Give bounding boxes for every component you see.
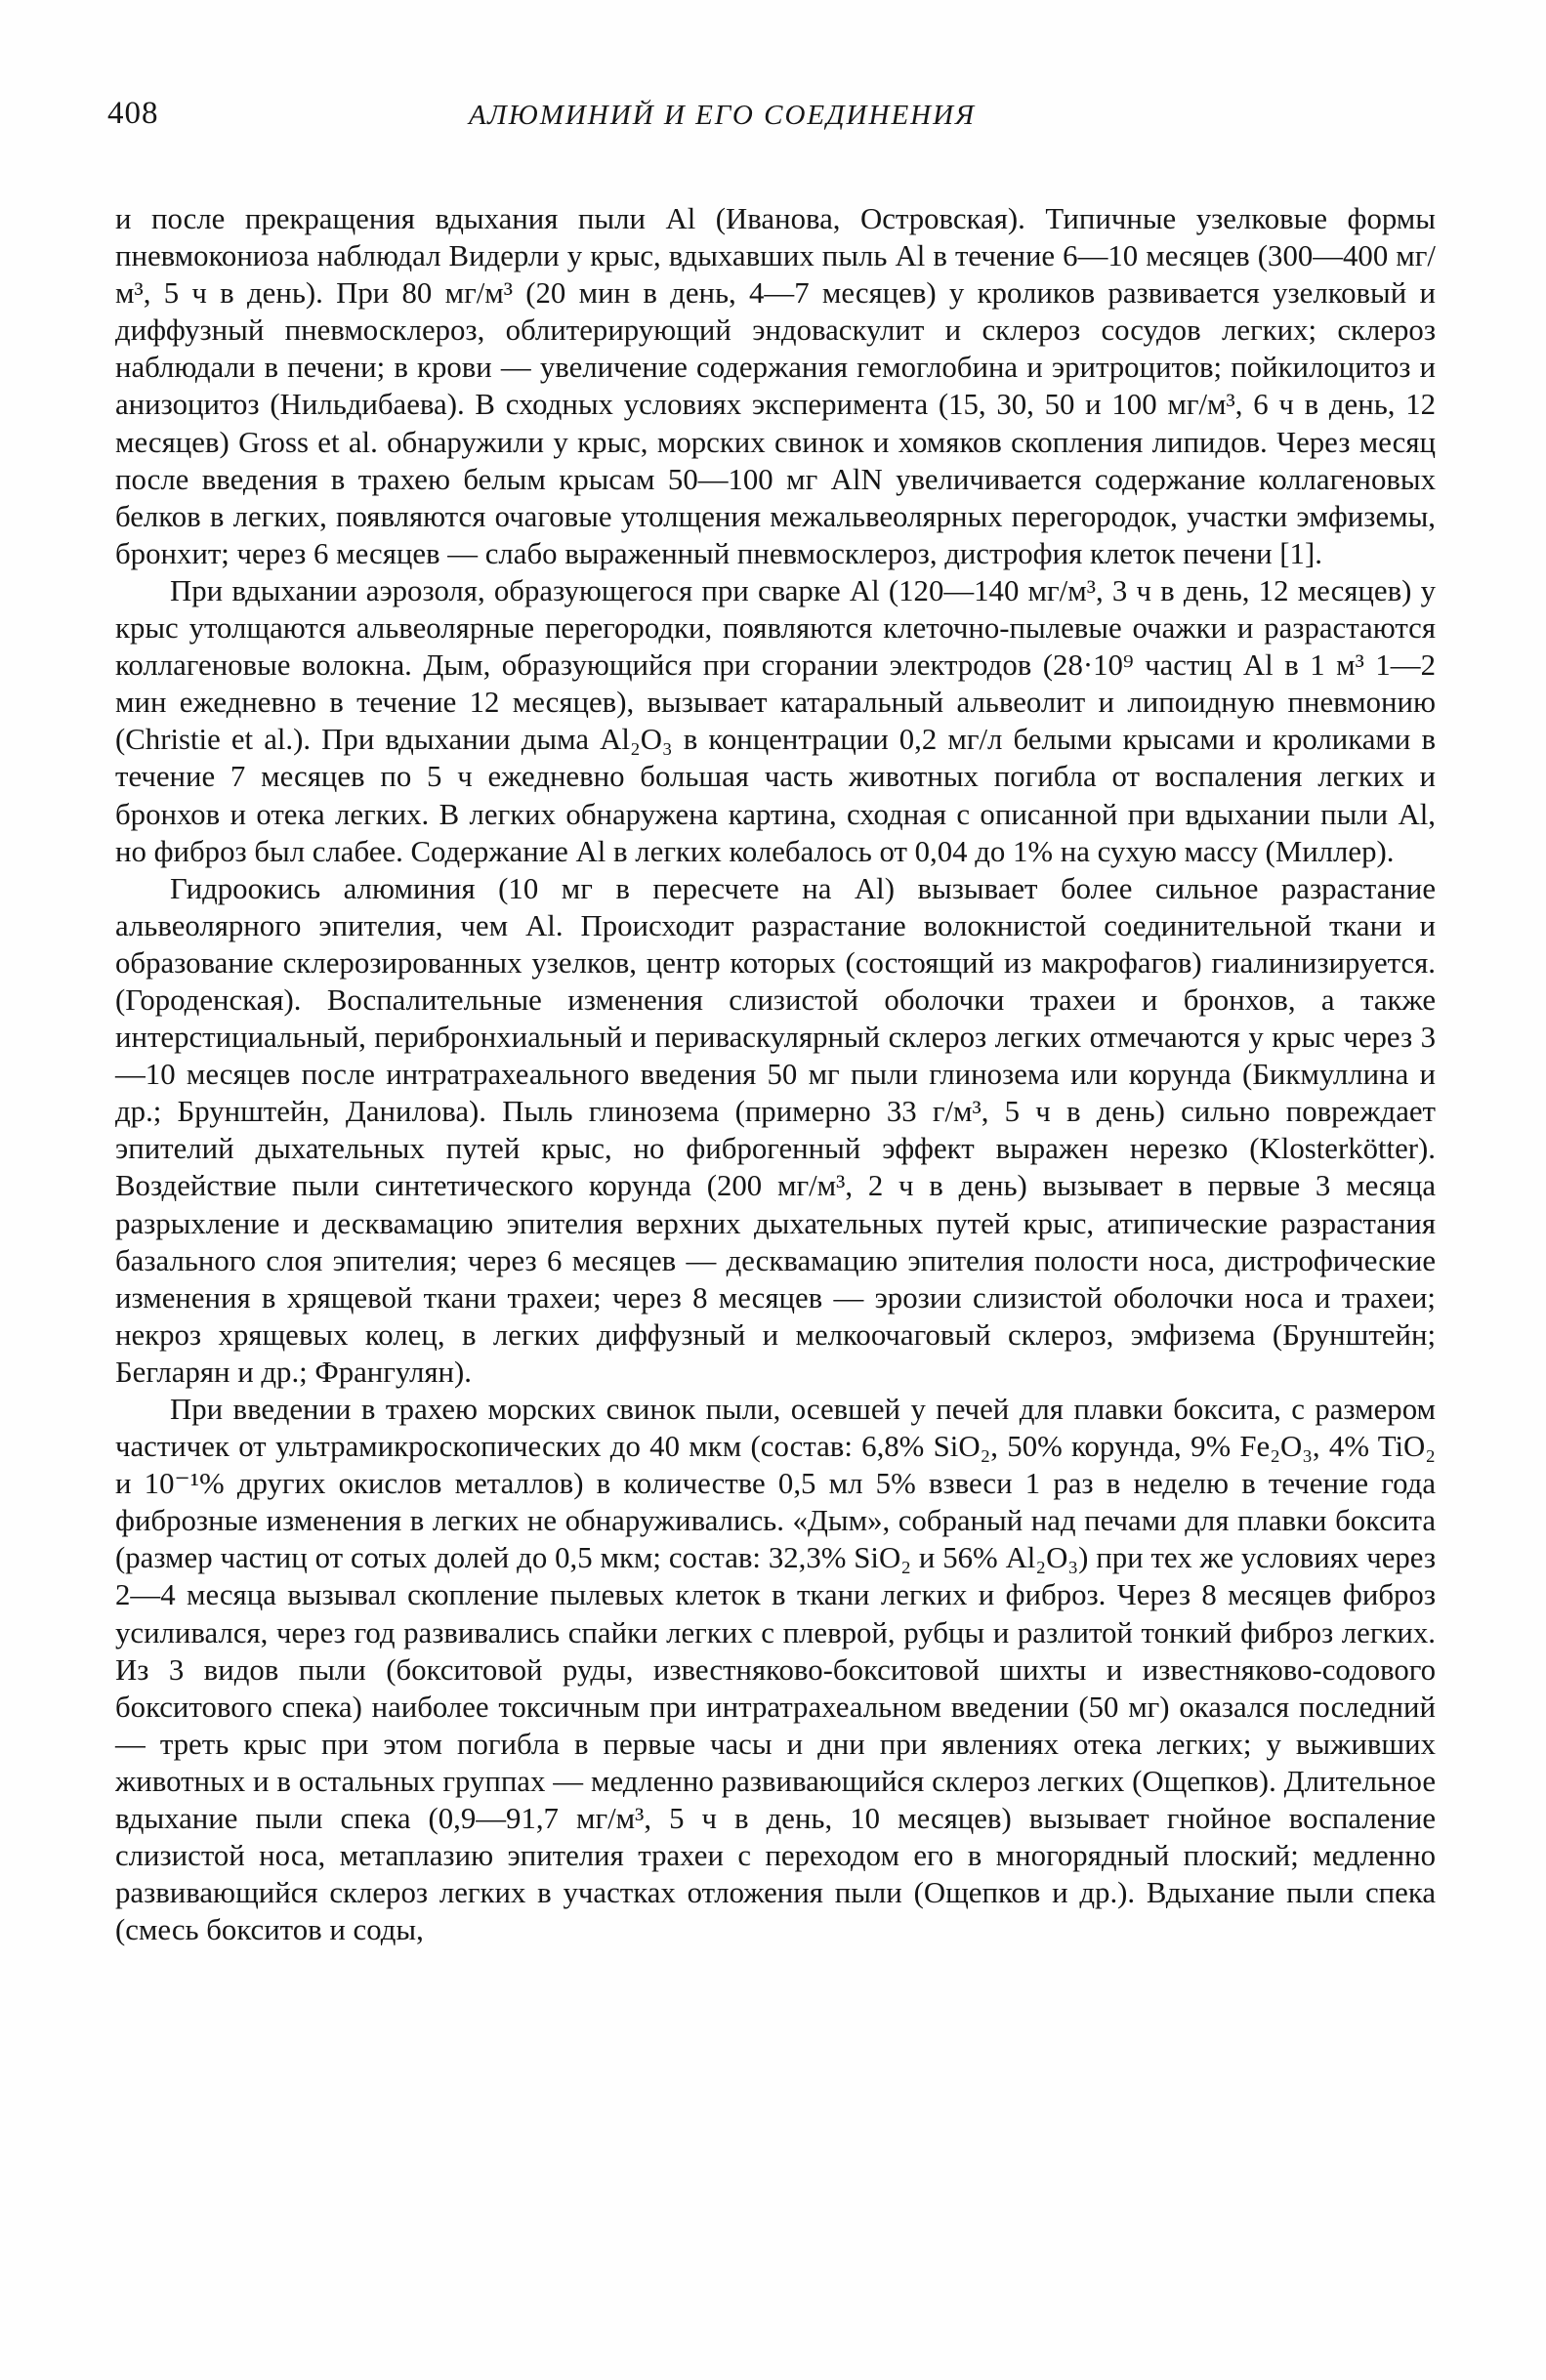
paragraph-continued: и после прекращения вдыхания пыли Al (Иванова, Островская). Типичные узелковые формы пневмокониоза наблюдал Видерли у крыс, вдыхавших пыль Al в течение 6—10 месяцев (300—400 мг/м³, 5 ч в день). При 80 мг/м³ (20 мин в день, 4—7 месяцев) у кроликов развивается узелковый и диффузный пневмосклероз, облитерирующий эндоваскулит и склероз сосудов легких; склероз наблюдали в печени; в крови — увеличение содержания гемоглобина и эритроцитов; пойкилоцитоз и анизоцитоз (Нильдибаева). В сходных условиях эксперимента (15, 30, 50 и 100 мг/м³, 6 ч в день, 12 месяцев) Gross et al. обнаружили у крыс, морских свинок и хомяков скопления липидов. Через месяц после введения в трахею белым крысам 50—100 мг AlN увеличивается содержание коллагеновых белков в легких, появляются очаговые утолщения межальвеолярных перегородок, участки эмфиземы, бронхит; через 6 месяцев — слабо выраженный пневмосклероз, дистрофия клеток печени [1]. xyxy=(115,202,1436,570)
paragraph: При вдыхании аэрозоля, образующегося при сварке Al (120—140 мг/м³, 3 ч в день, 12 месяцев) у крыс утолщаются альвеолярные перегородки, появляются клеточно-пылевые очажки и разрастаются коллагеновые волокна. Дым, образующийся при сгорании электродов (28·10⁹ частиц Al в 1 м³ 1—2 мин ежедневно в течение 12 месяцев), вызывает катаральный альвеолит и липоидную пневмонию (Christie et al.). При вдыхании дыма Al₂O₃ в концентрации 0,2 мг/л белыми крысами и кроликами в течение 7 месяцев по 5 ч ежедневно большая часть животных погибла от воспаления легких и бронхов и отека легких. В легких обнаружена картина, сходная с описанной при вдыхании пыли Al, но фиброз был слабее. Содержание Al в легких колебалось от 0,04 до 1% на сухую массу (Миллер). xyxy=(115,573,1436,868)
paragraph: При введении в трахею морских свинок пыли, осевшей у печей для плавки боксита, с размером частичек от ультрамикроскопических до 40 мкм (состав: 6,8% SiO₂, 50% корунда, 9% Fe₂O₃, 4% TiO₂ и 10⁻¹% других окислов металлов) в количестве 0,5 мл 5% взвеси 1 раз в неделю в течение года фиброзные изменения в легких не обнаруживались. «Дым», собраный над печами для плавки боксита (размер частиц от сотых долей до 0,5 мкм; состав: 32,3% SiO₂ и 56% Al₂O₃) при тех же условиях через 2—4 месяца вызывал скопление пылевых клеток в ткани легких и фиброз. Через 8 месяцев фиброз усиливался, через год развивались спайки легких с плеврой, рубцы и разлитой тонкий фиброз легких. Из 3 видов пыли (бокситовой руды, известняково-бокситовой шихты и известняково-содового бокситового спека) наиболее токсичным при интратрахеальном введении (50 мг) оказался последний — треть крыс при этом погибла в первые часы и дни при явлениях отека легких; у выживших животных и в остальных группах — медленно развивающийся склероз легких (Ощепков). Длительное вдыхание пыли спека (0,9—91,7 мг/м³, 5 ч в день, 10 месяцев) вызывает гнойное воспаление слизистой носа, метаплазию эпителия трахеи с переходом его в многорядный плоский; медленно развивающийся склероз легких в участках отложения пыли (Ощепков и др.). Вдыхание пыли спека (смесь бокситов и соды, xyxy=(115,1393,1436,1947)
running-title: АЛЮМИНИЙ И ЕГО СОЕДИНЕНИЯ xyxy=(469,100,977,131)
body-text xyxy=(115,200,1436,1948)
page-header xyxy=(107,96,1426,139)
paragraph: Гидроокись алюминия (10 мг в пересчете на Al) вызывает более сильное разрастание альвеолярного эпителия, чем Al. Происходит разрастание волокнистой соединительной ткани и образование склерозированных узелков, центр которых (состоящий из макрофагов) гиалинизируется. (Городенская). Воспалительные изменения слизистой оболочки трахеи и бронхов, а также интерстициальный, перибронхиальный и периваскулярный склероз легких отмечаются у крыс через 3—10 месяцев после интратрахеального введения 50 мг пыли глинозема или корунда (Бикмуллина и др.; Брунштейн, Данилова). Пыль глинозема (примерно 33 г/м³, 5 ч в день) сильно повреждает эпителий дыхательных путей крыс, но фиброгенный эффект выражен нерезко (Klosterkötter). Воздействие пыли синтетического корунда (200 мг/м³, 2 ч в день) вызывает в первые 3 месяца разрыхление и десквамацию эпителия верхних дыхательных путей крыс, атипические разрастания базального слоя эпителия; через 6 месяцев — десквамацию эпителия полости носа, дистрофические изменения в хрящевой ткани трахеи; через 8 месяцев — эрозии слизистой оболочки носа и трахеи; некроз хрящевых колец, в легких диффузный и мелкоочаговый склероз, эмфизема (Брунштейн; Бегларян и др.; Франгулян). xyxy=(115,871,1436,1389)
page-number: 408 xyxy=(107,96,159,131)
